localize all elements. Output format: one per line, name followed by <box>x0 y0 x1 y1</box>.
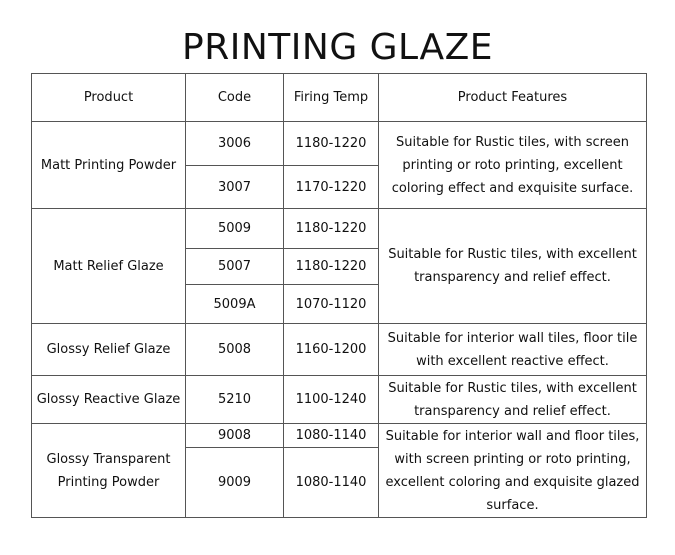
features-cell: Suitable for interior wall tiles, floor tile with excellent reactive effect. <box>379 324 647 376</box>
page-title: PRINTING GLAZE <box>182 27 493 68</box>
temp-cell: 1070-1120 <box>284 285 379 324</box>
temp-cell: 1080-1140 <box>284 448 379 518</box>
temp-cell: 1180-1220 <box>284 209 379 249</box>
product-cell: Glossy Transparent Printing Powder <box>32 424 186 518</box>
temp-cell: 1180-1220 <box>284 122 379 166</box>
table-row <box>32 376 647 424</box>
features-cell: Suitable for interior wall and floor tiles, with screen printing or roto printing, excellent coloring and exquisite glazed surface. <box>379 424 647 518</box>
features-cell: Suitable for Rustic tiles, with screen printing or roto printing, excellent coloring effect and exquisite surface. <box>379 122 647 209</box>
header-features: Product Features <box>379 74 647 122</box>
table-row <box>32 424 647 448</box>
product-cell: Glossy Reactive Glaze <box>32 376 186 424</box>
features-cell: Suitable for Rustic tiles, with excellent transparency and relief effect. <box>379 209 647 324</box>
temp-cell: 1170-1220 <box>284 166 379 209</box>
table-row <box>32 122 647 166</box>
code-cell: 5009A <box>186 285 284 324</box>
table-row <box>32 324 647 376</box>
temp-cell: 1100-1240 <box>284 376 379 424</box>
table-header-row <box>32 74 647 122</box>
code-cell: 9009 <box>186 448 284 518</box>
header-firing-temp: Firing Temp <box>284 74 379 122</box>
code-cell: 5008 <box>186 324 284 376</box>
features-cell: Suitable for Rustic tiles, with excellent transparency and relief effect. <box>379 376 647 424</box>
code-cell: 3007 <box>186 166 284 209</box>
code-cell: 5009 <box>186 209 284 249</box>
product-table <box>31 73 647 518</box>
temp-cell: 1080-1140 <box>284 424 379 448</box>
header-product: Product <box>32 74 186 122</box>
code-cell: 5210 <box>186 376 284 424</box>
temp-cell: 1160-1200 <box>284 324 379 376</box>
table-row <box>32 209 647 249</box>
product-cell: Glossy Relief Glaze <box>32 324 186 376</box>
temp-cell: 1180-1220 <box>284 249 379 285</box>
code-cell: 9008 <box>186 424 284 448</box>
code-cell: 3006 <box>186 122 284 166</box>
code-cell: 5007 <box>186 249 284 285</box>
product-cell: Matt Relief Glaze <box>32 209 186 324</box>
header-code: Code <box>186 74 284 122</box>
product-cell: Matt Printing Powder <box>32 122 186 209</box>
